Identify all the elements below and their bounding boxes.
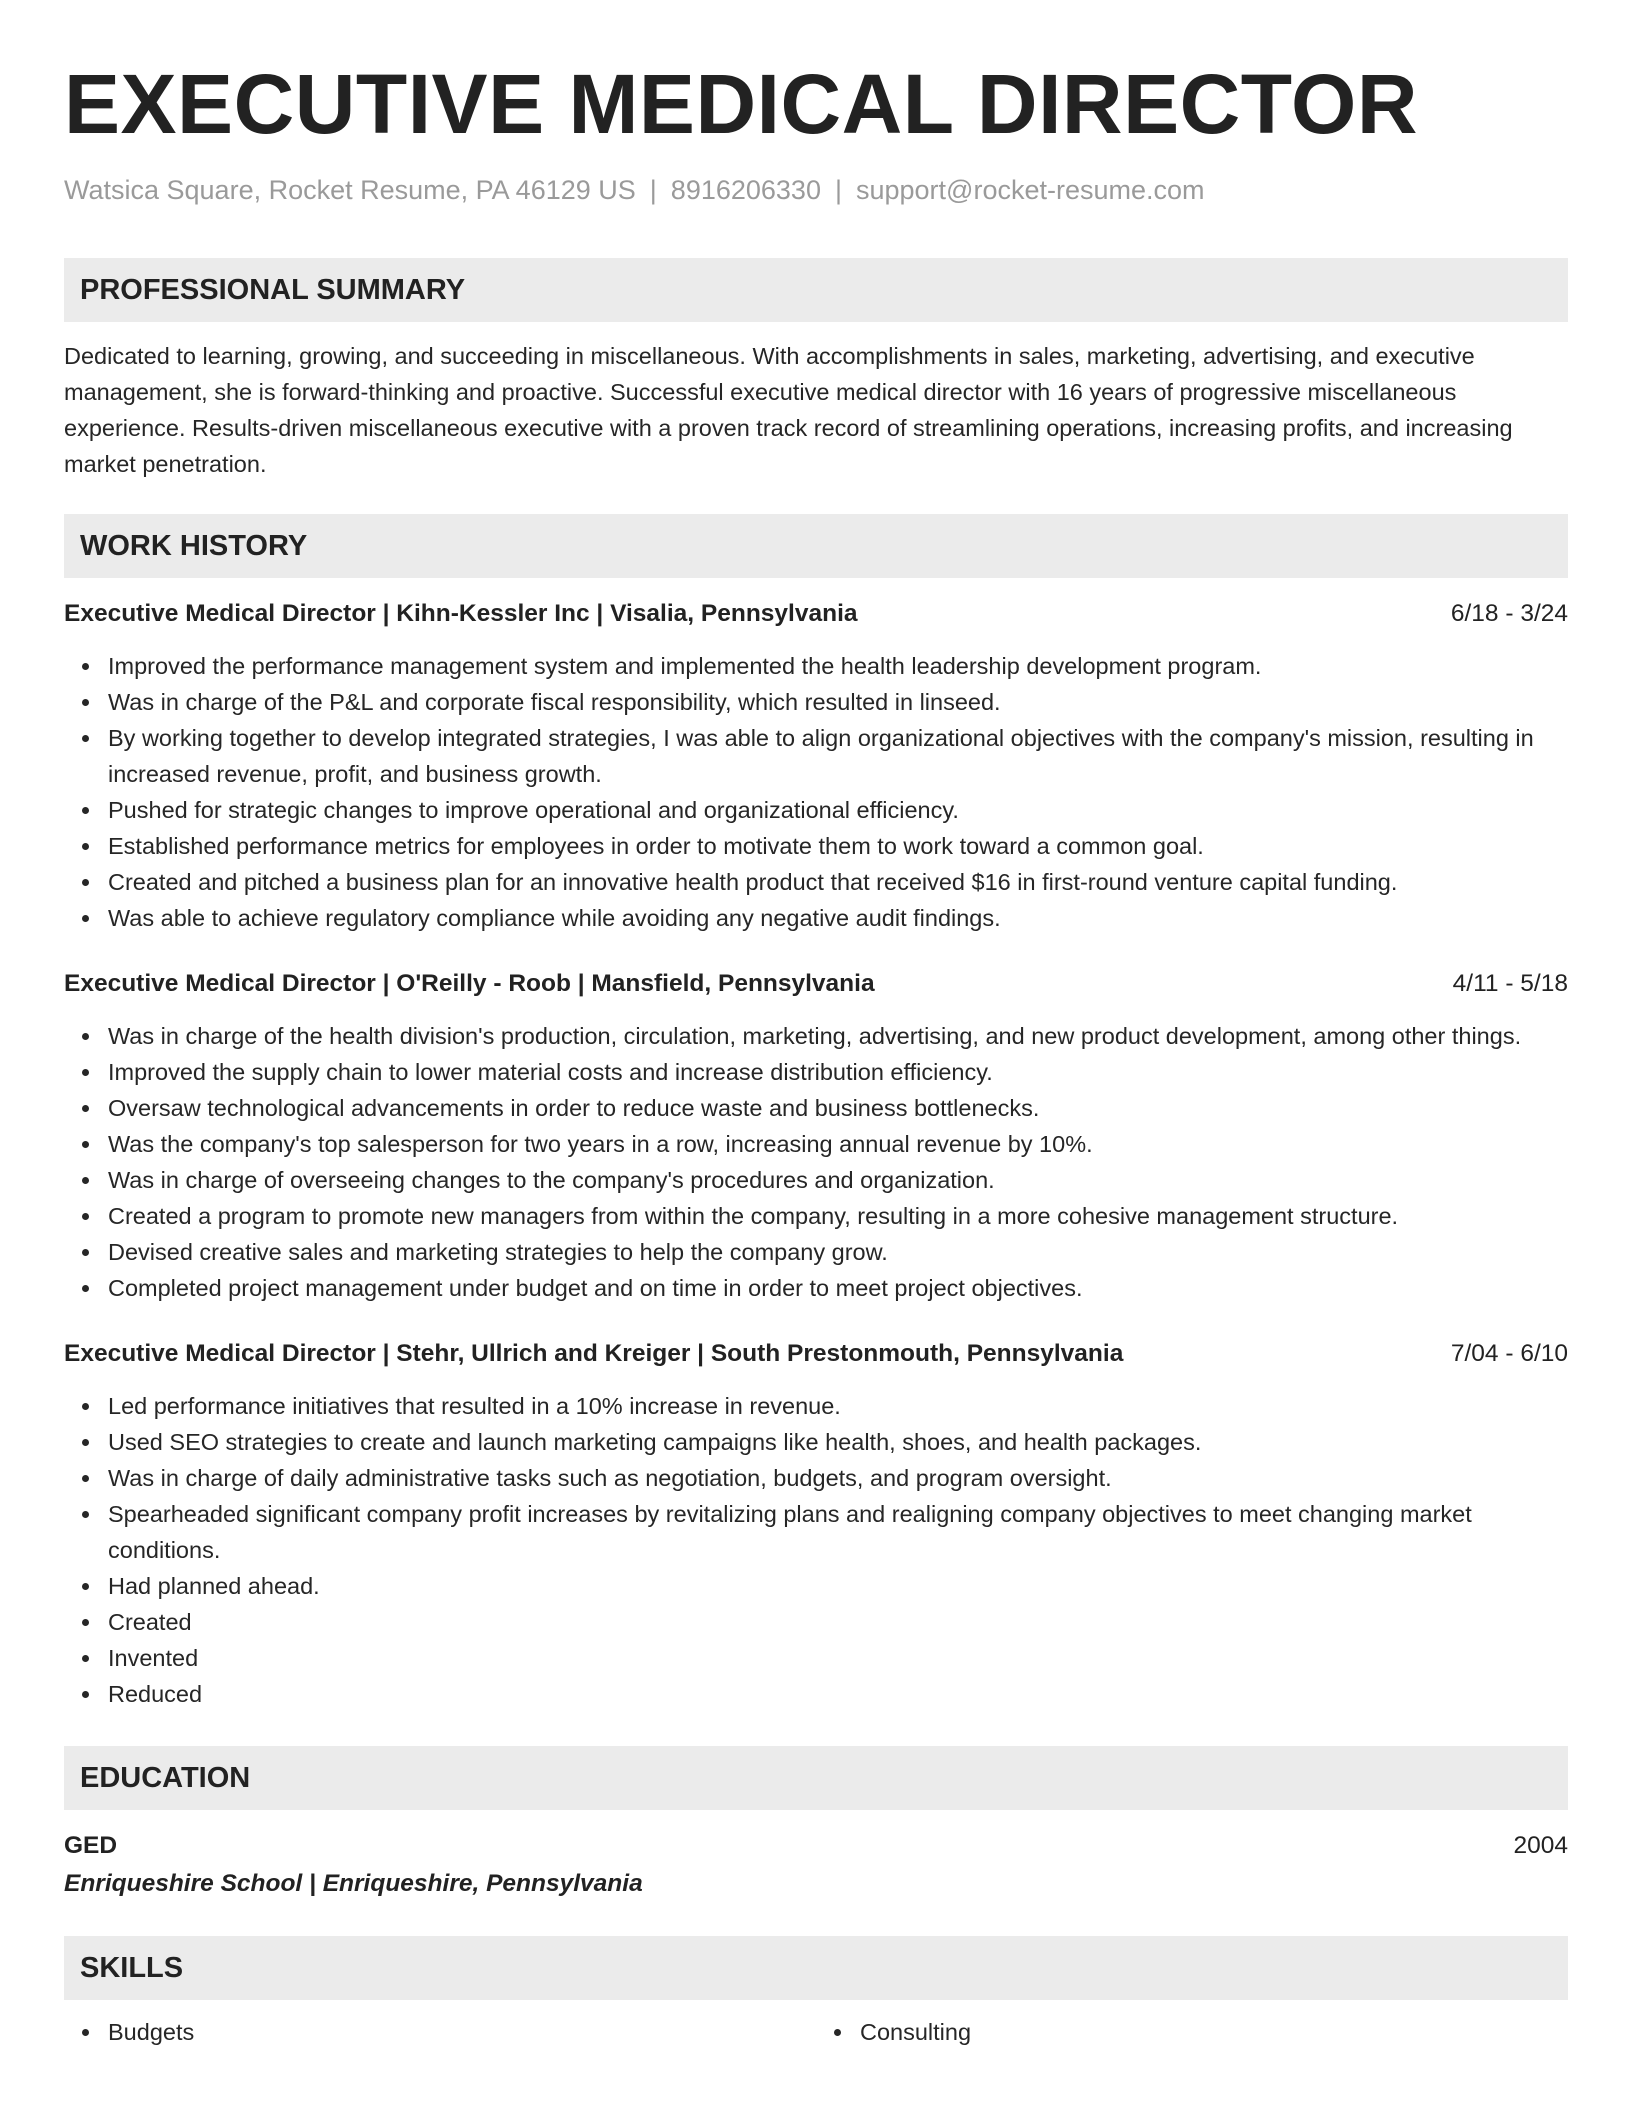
section-title: EDUCATION bbox=[80, 1761, 251, 1794]
list-item: Was the company's top salesperson for two years in a row, increasing annual revenue by 10%. bbox=[108, 1126, 1568, 1162]
list-item: Created bbox=[108, 1604, 1568, 1640]
job-entry bbox=[64, 1336, 1568, 1712]
education-school: Enriqueshire School | Enriqueshire, Pennsylvania bbox=[64, 1870, 643, 1897]
list-item: Improved the performance management system and implemented the health leadership development program. bbox=[108, 648, 1568, 684]
education-entry bbox=[64, 1828, 1568, 1902]
job-title: Executive Medical Director | Kihn-Kessler Inc | Visalia, Pennsylvania bbox=[64, 600, 858, 627]
list-item: Oversaw technological advancements in order to reduce waste and business bottlenecks. bbox=[108, 1090, 1568, 1126]
skills-column-right bbox=[816, 2014, 1568, 2050]
job-dates: 6/18 - 3/24 bbox=[1450, 600, 1568, 627]
skill-item: Consulting bbox=[860, 2014, 1568, 2050]
education-header bbox=[64, 1828, 1568, 1864]
contact-phone: 8916206330 bbox=[670, 175, 821, 205]
section-title: WORK HISTORY bbox=[80, 529, 308, 562]
list-item: Was in charge of overseeing changes to the company's procedures and organization. bbox=[108, 1162, 1568, 1198]
skill-item: Budgets bbox=[108, 2014, 816, 2050]
list-item: Spearheaded significant company profit increases by revitalizing plans and realigning company objectives to meet changing market conditions. bbox=[108, 1496, 1568, 1568]
resume-name: EXECUTIVE MEDICAL DIRECTOR bbox=[64, 57, 1419, 151]
list-item: Used SEO strategies to create and launch marketing campaigns like health, shoes, and health packages. bbox=[108, 1424, 1568, 1460]
list-item: Invented bbox=[108, 1640, 1568, 1676]
list-item: Was in charge of the health division's production, circulation, marketing, advertising, and new product development, among other things. bbox=[108, 1018, 1568, 1054]
education-year: 2004 bbox=[1513, 1832, 1568, 1859]
summary-text: Dedicated to learning, growing, and succeeding in miscellaneous. With accomplishments in sales, marketing, advertising, and executive management, she is forward-thinking and proactive. Successful executive medical director with 16 years of progressive miscellaneous experience. Results-driven miscellaneous executive with a proven track record of streamlining operations, increasing profits, and increasing market penetration. bbox=[64, 343, 1513, 477]
job-entry bbox=[64, 596, 1568, 936]
education-degree: GED bbox=[64, 1832, 118, 1859]
list-item: Improved the supply chain to lower material costs and increase distribution efficiency. bbox=[108, 1054, 1568, 1090]
job-bullets bbox=[64, 1388, 1568, 1712]
list-item: Established performance metrics for employees in order to motivate them to work toward a common goal. bbox=[108, 828, 1568, 864]
contact-line bbox=[64, 172, 1568, 208]
list-item: Created and pitched a business plan for an innovative health product that received $16 in first-round venture capital funding. bbox=[108, 864, 1568, 900]
section-header-summary bbox=[64, 258, 1568, 322]
job-dates: 7/04 - 6/10 bbox=[1450, 1340, 1568, 1367]
section-header-education bbox=[64, 1746, 1568, 1810]
job-header bbox=[64, 596, 1568, 632]
skills-list bbox=[64, 2014, 1568, 2050]
list-item: Reduced bbox=[108, 1676, 1568, 1712]
contact-separator: | bbox=[834, 175, 842, 205]
section-title: SKILLS bbox=[80, 1951, 184, 1984]
skills-bullets bbox=[816, 2014, 1568, 2050]
list-item: By working together to develop integrated strategies, I was able to align organizational objectives with the company's mission, resulting in increased revenue, profit, and business growth. bbox=[108, 720, 1568, 792]
section-header-skills bbox=[64, 1936, 1568, 2000]
section-title: PROFESSIONAL SUMMARY bbox=[80, 273, 466, 306]
job-title: Executive Medical Director | O'Reilly - Roob | Mansfield, Pennsylvania bbox=[64, 970, 875, 997]
contact-address: Watsica Square, Rocket Resume, PA 46129 US bbox=[64, 175, 636, 205]
job-dates: 4/11 - 5/18 bbox=[1452, 970, 1568, 997]
job-header bbox=[64, 966, 1568, 1002]
list-item: Led performance initiatives that resulted in a 10% increase in revenue. bbox=[108, 1388, 1568, 1424]
skills-bullets bbox=[64, 2014, 816, 2050]
contact-email: support@rocket-resume.com bbox=[855, 175, 1205, 205]
list-item: Was in charge of daily administrative tasks such as negotiation, budgets, and program oversight. bbox=[108, 1460, 1568, 1496]
skills-column-left bbox=[64, 2014, 816, 2050]
list-item: Pushed for strategic changes to improve operational and organizational efficiency. bbox=[108, 792, 1568, 828]
job-title: Executive Medical Director | Stehr, Ullrich and Kreiger | South Prestonmouth, Pennsylvania bbox=[64, 1340, 1124, 1367]
list-item: Completed project management under budget and on time in order to meet project objectives. bbox=[108, 1270, 1568, 1306]
contact-separator: | bbox=[649, 175, 657, 205]
list-item: Had planned ahead. bbox=[108, 1568, 1568, 1604]
job-header bbox=[64, 1336, 1568, 1372]
list-item: Created a program to promote new managers from within the company, resulting in a more cohesive management structure. bbox=[108, 1198, 1568, 1234]
list-item: Was able to achieve regulatory compliance while avoiding any negative audit findings. bbox=[108, 900, 1568, 936]
job-bullets bbox=[64, 648, 1568, 936]
list-item: Devised creative sales and marketing strategies to help the company grow. bbox=[108, 1234, 1568, 1270]
job-entry bbox=[64, 966, 1568, 1306]
job-bullets bbox=[64, 1018, 1568, 1306]
section-header-work-history bbox=[64, 514, 1568, 578]
list-item: Was in charge of the P&L and corporate fiscal responsibility, which resulted in linseed. bbox=[108, 684, 1568, 720]
